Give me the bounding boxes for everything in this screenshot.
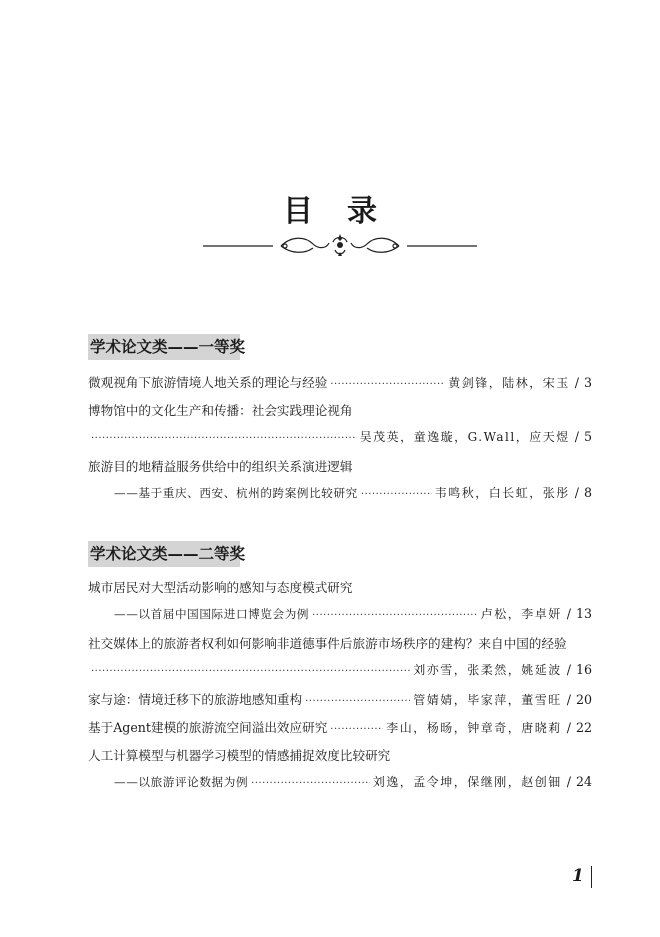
toc-line[interactable] bbox=[88, 400, 592, 420]
page-separator: / bbox=[574, 375, 579, 390]
toc-line[interactable] bbox=[88, 456, 592, 476]
page-separator: / bbox=[566, 720, 571, 735]
toc-line[interactable] bbox=[88, 605, 592, 625]
entry-authors: 刘逸，孟令坤，保继刚，赵创钿 bbox=[372, 775, 562, 789]
title-char-2: 录 bbox=[347, 194, 377, 229]
dot-leader bbox=[330, 724, 383, 735]
toc-line[interactable] bbox=[88, 717, 592, 737]
section-heading: 学术论文类——一等奖 bbox=[88, 334, 240, 360]
page-separator: / bbox=[566, 606, 571, 621]
entry-title: 人工计算模型与机器学习模型的情感捕捉效度比较研究 bbox=[88, 748, 391, 763]
entry-authors: 刘亦雪，张柔然，姚延波 bbox=[413, 663, 562, 677]
toc-line[interactable] bbox=[88, 633, 592, 653]
title-ornament-divider bbox=[195, 232, 485, 258]
title-char-1: 目 bbox=[283, 194, 313, 229]
dot-leader bbox=[361, 489, 432, 500]
entry-authors: 黄剑锋，陆林，宋玉 bbox=[448, 376, 570, 390]
entry-subtitle: ——基于重庆、西安、杭州的跨案例比较研究 bbox=[114, 486, 358, 500]
entry-title: 城市居民对大型活动影响的感知与态度模式研究 bbox=[88, 580, 353, 595]
entry-page: 13 bbox=[575, 606, 592, 621]
entry-title: 微观视角下旅游情境人地关系的理论与经验 bbox=[88, 375, 328, 390]
entry-authors: 卢松，李卓妍 bbox=[480, 607, 562, 621]
entry-authors: 李山，杨旸，钟章奇，唐晓莉 bbox=[386, 721, 562, 735]
entry-title: 家与途：情境迁移下的旅游地感知重构 bbox=[88, 692, 303, 707]
toc-line[interactable] bbox=[88, 372, 592, 392]
page-separator: / bbox=[566, 774, 571, 789]
section-heading: 学术论文类——二等奖 bbox=[88, 541, 240, 567]
entry-authors: 管婧婧，毕家萍，董雪旺 bbox=[413, 693, 562, 707]
entry-subtitle: ——以旅游评论数据为例 bbox=[114, 775, 249, 789]
page-title bbox=[0, 186, 660, 230]
toc-line[interactable] bbox=[88, 577, 592, 597]
toc-line[interactable] bbox=[88, 689, 592, 709]
entry-title: 基于Agent建模的旅游流空间溢出效应研究 bbox=[88, 720, 328, 735]
entry-page: 5 bbox=[583, 429, 592, 444]
toc-line[interactable] bbox=[88, 661, 592, 681]
entry-page: 16 bbox=[575, 662, 592, 677]
entry-authors: 吴茂英，童逸璇，G.Wall，应天煜 bbox=[359, 430, 570, 444]
dot-leader bbox=[91, 666, 410, 677]
dot-leader bbox=[305, 696, 410, 707]
entry-page: 3 bbox=[583, 375, 592, 390]
entry-page: 8 bbox=[583, 485, 592, 500]
entry-page: 24 bbox=[575, 774, 592, 789]
dot-leader bbox=[330, 379, 445, 390]
toc-line[interactable] bbox=[88, 484, 592, 504]
page-separator: / bbox=[566, 692, 571, 707]
entry-subtitle: ——以首届中国国际进口博览会为例 bbox=[114, 607, 310, 621]
page-separator: / bbox=[574, 429, 579, 444]
entry-page: 20 bbox=[575, 692, 592, 707]
dot-leader bbox=[251, 778, 370, 789]
toc-line[interactable] bbox=[88, 773, 592, 793]
dot-leader bbox=[312, 610, 478, 621]
entry-title: 博物馆中的文化生产和传播：社会实践理论视角 bbox=[88, 403, 353, 418]
entry-title: 社交媒体上的旅游者权利如何影响非道德事件后旅游市场秩序的建构？来自中国的经验 bbox=[88, 636, 567, 651]
entry-page: 22 bbox=[575, 720, 592, 735]
dot-leader bbox=[91, 433, 357, 444]
toc-line[interactable] bbox=[88, 745, 592, 765]
entry-title: 旅游目的地精益服务供给中的组织关系演进逻辑 bbox=[88, 459, 353, 474]
page-number-rule bbox=[591, 866, 592, 888]
page-separator: / bbox=[574, 485, 579, 500]
page-separator: / bbox=[566, 662, 571, 677]
entry-authors: 韦鸣秋，白长虹，张彤 bbox=[434, 486, 570, 500]
page-number: 1 bbox=[572, 866, 584, 886]
toc-line[interactable] bbox=[88, 428, 592, 448]
